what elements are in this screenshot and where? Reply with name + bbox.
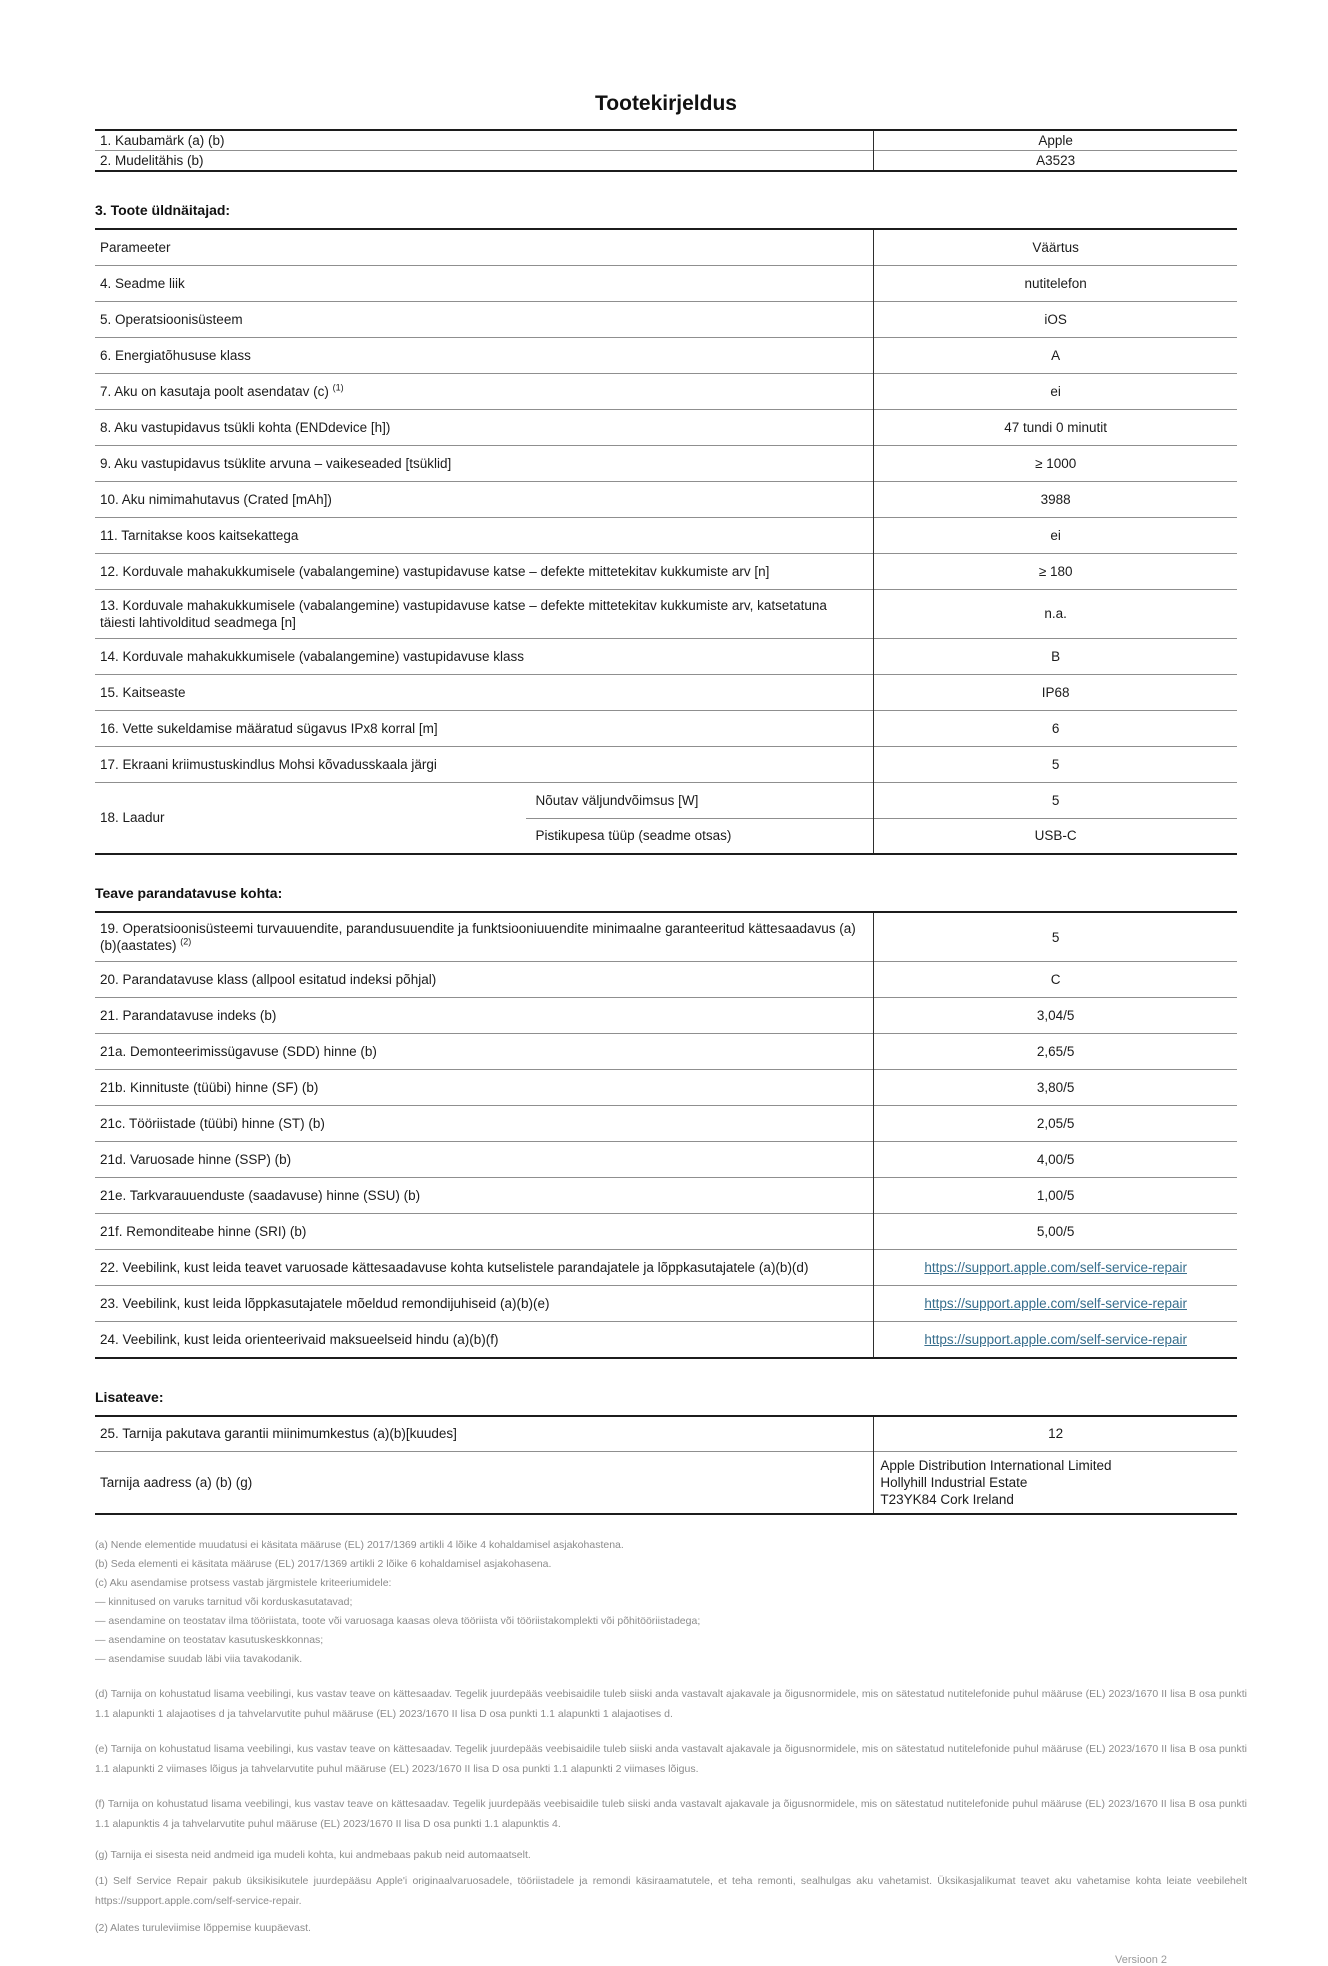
table-row xyxy=(95,151,1237,172)
row-value: B xyxy=(874,638,1237,674)
table-row-charger xyxy=(95,782,1237,818)
table-row xyxy=(95,962,1237,998)
section-heading-repairability: Teave parandatavuse kohta: xyxy=(95,885,283,901)
support-link[interactable]: https://support.apple.com/self-service-repair xyxy=(924,1331,1187,1347)
footnote: (b) Seda elementi ei käsitata määruse (EL) 2017/1369 artikli 2 lõike 6 kohaldamisel asjakohasena. xyxy=(95,1558,552,1570)
support-link[interactable]: https://support.apple.com/self-service-repair xyxy=(924,1260,1187,1275)
row-label: 21a. Demonteerimissügavuse (SDD) hinne (b) xyxy=(95,1034,874,1070)
address-line: Apple Distribution International Limited xyxy=(880,1458,1112,1473)
additional-table xyxy=(95,1415,1237,1516)
table-row-link xyxy=(95,1286,1237,1322)
row-value: A xyxy=(874,337,1237,373)
section-heading-general: 3. Toote üldnäitajad: xyxy=(95,202,231,218)
column-header-parameter: Parameeter xyxy=(100,239,171,255)
row-label: 21c. Tööriistade (tüübi) hinne (ST) (b) xyxy=(95,1106,874,1142)
footnote-criterion: — asendamine on teostatav kasutuskeskkonnas; xyxy=(95,1634,324,1646)
charger-sub-label: Pistikupesa tüüp (seadme otsas) xyxy=(526,818,874,854)
product-sheet xyxy=(95,92,1247,1966)
row-label: 21f. Remonditeabe hinne (SRI) (b) xyxy=(95,1214,874,1250)
footnote: (f) Tarnija on kohustatud lisama veebilingi, kus vastav teave on kättesaadav. Tegelik juurdepääs veebisaidile tuleb siiski anda vastavalt ajakavale ja õigusnormidele, mis on sätestatud nutitelefonide puhul määruse (EL) 2023/1670 II lisa B osa punkti 1.1 alapunktis 4 ja tahvelarvutite puhul määruse (EL) 2023/1670 II lisa D osa punkti 1.1 alapunktis 4. xyxy=(95,1798,1247,1830)
row-label: 8. Aku vastupidavus tsükli kohta (ENDdevice [h]) xyxy=(95,409,874,445)
table-row xyxy=(95,1178,1237,1214)
row-label: 10. Aku nimimahutavus (Crated [mAh]) xyxy=(95,481,874,517)
row-value: ≥ 1000 xyxy=(874,445,1237,481)
support-link[interactable]: https://support.apple.com/self-service-repair xyxy=(924,1296,1187,1311)
row-value: 4,00/5 xyxy=(874,1142,1237,1178)
row-label: 16. Vette sukeldamise määratud sügavus IPx8 korral [m] xyxy=(95,710,874,746)
row-value: ≥ 180 xyxy=(874,553,1237,589)
column-header-value: Väärtus xyxy=(874,229,1237,265)
row-value: IP68 xyxy=(874,674,1237,710)
row-value: Apple xyxy=(874,130,1237,151)
row-label-text: 7. Aku on kasutaja poolt asendatav (c) xyxy=(100,383,329,399)
row-value: USB-C xyxy=(874,818,1237,854)
table-row xyxy=(95,445,1237,481)
row-value: 3,80/5 xyxy=(874,1070,1237,1106)
footnote-criterion: — asendamise suudab läbi viia tavakodanik. xyxy=(95,1653,303,1665)
row-label: 21b. Kinnituste (tüübi) hinne (SF) (b) xyxy=(95,1070,874,1106)
row-value: 5 xyxy=(874,782,1237,818)
row-value: 2,05/5 xyxy=(874,1106,1237,1142)
table-row xyxy=(95,1214,1237,1250)
footnote-self-service-repair: (1) Self Service Repair pakub üksikisikutele juurdepääsu Apple'i originaalvaruosadele, tööriistadele ja remondi käsiraamatutele, et teha remonti, sealhulgas aku vahetamist. Üksikasjalikumat teavet aku vahetamise kohta leiate veebilehelt https://support.apple.com/self-service-repair. xyxy=(95,1875,1247,1907)
table-row-address xyxy=(95,1452,1237,1515)
page-title: Tootekirjeldus xyxy=(595,92,737,115)
row-label: 2. Mudelitähis (b) xyxy=(95,151,874,172)
footnote-criterion: — asendamine on teostatav ilma tööriistata, toote või varuosaga kaasas oleva tööriista või tööriistakomplekti või põhitööriistadega; xyxy=(95,1615,701,1627)
row-label: 18. Laadur xyxy=(95,782,526,854)
table-row xyxy=(95,1070,1237,1106)
row-value: iOS xyxy=(874,301,1237,337)
table-row xyxy=(95,1416,1237,1452)
table-row xyxy=(95,912,1237,962)
row-label xyxy=(95,373,874,409)
table-row xyxy=(95,481,1237,517)
row-value: A3523 xyxy=(874,151,1237,172)
row-label: 23. Veebilink, kust leida lõppkasutajatele mõeldud remondijuhiseid (a)(b)(e) xyxy=(95,1286,874,1322)
section-heading-additional: Lisateave: xyxy=(95,1388,164,1405)
row-label: 25. Tarnija pakutava garantii miinimumkestus (a)(b)[kuudes] xyxy=(100,1426,457,1442)
row-value: 47 tundi 0 minutit xyxy=(874,409,1237,445)
charger-sub-label: Nõutav väljundvõimsus [W] xyxy=(526,782,874,818)
table-row xyxy=(95,998,1237,1034)
table-row xyxy=(95,517,1237,553)
row-value: 5 xyxy=(874,746,1237,782)
repairability-table xyxy=(95,911,1237,1359)
row-value: 2,65/5 xyxy=(874,1034,1237,1070)
table-row xyxy=(95,130,1237,151)
table-row xyxy=(95,553,1237,589)
footnote: (e) Tarnija on kohustatud lisama veebilingi, kus vastav teave on kättesaadav. Tegelik juurdepääs veebisaidile tuleb siiski anda vastavalt ajakavale ja õigusnormidele, mis on sätestatud nutitelefonide puhul määruse (EL) 2023/1670 II lisa B osa punkti 1.1 alapunkti 2 viimases lõigus ja tahvelarvutite puhul määruse (EL) 2023/1670 II lisa D osa punkti 1.1 alapunkti 2 viimases lõigus. xyxy=(95,1743,1247,1775)
row-label: 21d. Varuosade hinne (SSP) (b) xyxy=(95,1142,874,1178)
row-label: 5. Operatsioonisüsteem xyxy=(95,301,874,337)
general-table xyxy=(95,228,1237,855)
row-label: 20. Parandatavuse klass (allpool esitatud indeksi põhjal) xyxy=(95,962,874,998)
row-value: n.a. xyxy=(874,589,1237,638)
row-label: 1. Kaubamärk (a) (b) xyxy=(100,133,225,148)
footnote: (a) Nende elementide muudatusi ei käsitata määruse (EL) 2017/1369 artikli 4 lõike 4 kohaldamisel asjakohastena. xyxy=(95,1539,624,1551)
row-value xyxy=(874,1250,1237,1286)
footnote: (g) Tarnija ei sisesta neid andmeid iga mudeli kohta, kui andmebaas pakub neid automaatselt. xyxy=(95,1849,531,1861)
row-value: 12 xyxy=(874,1416,1237,1452)
footnote: (2) Alates turuleviimise lõppemise kuupäevast. xyxy=(95,1922,311,1934)
row-value: 5,00/5 xyxy=(874,1214,1237,1250)
table-row xyxy=(95,710,1237,746)
table-row-link xyxy=(95,1322,1237,1358)
row-value: 1,00/5 xyxy=(874,1178,1237,1214)
row-label: 4. Seadme liik xyxy=(95,265,874,301)
table-header-row xyxy=(95,229,1237,265)
table-row xyxy=(95,1106,1237,1142)
footnote: (c) Aku asendamise protsess vastab järgmistele kriteeriumidele: xyxy=(95,1577,392,1589)
row-value: nutitelefon xyxy=(874,265,1237,301)
row-value: 3988 xyxy=(874,481,1237,517)
row-label: 24. Veebilink, kust leida orienteerivaid maksueelseid hindu (a)(b)(f) xyxy=(95,1322,874,1358)
row-label: 22. Veebilink, kust leida teavet varuosade kättesaadavuse kohta kutselistele parandajatele ja lõppkasutajatele (a)(b)(d) xyxy=(95,1250,874,1286)
table-row xyxy=(95,1034,1237,1070)
row-label: 6. Energiatõhususe klass xyxy=(95,337,874,373)
address-line: Hollyhill Industrial Estate xyxy=(880,1475,1028,1490)
footnotes-section xyxy=(95,1536,1247,1938)
row-label: 17. Ekraani kriimustuskindlus Mohsi kõvadusskaala järgi xyxy=(95,746,874,782)
footnote-ref-1: (1) xyxy=(332,382,344,392)
row-label-text: 19. Operatsioonisüsteemi turvauuendite, parandusuuendite ja funktsiooniuuendite minimaalne garanteeritud kättesaadavus (a)(b)(aastates) xyxy=(100,921,856,953)
row-label: 21e. Tarkvarauuenduste (saadavuse) hinne (SSU) (b) xyxy=(95,1178,874,1214)
row-value xyxy=(874,1322,1237,1358)
row-value: 6 xyxy=(874,710,1237,746)
row-label: Tarnija aadress (a) (b) (g) xyxy=(95,1452,874,1515)
row-label: 12. Korduvale mahakukkumisele (vabalangemine) vastupidavuse katse – defekte mittetekitav kukkumiste arv [n] xyxy=(95,553,874,589)
row-label: 21. Parandatavuse indeks (b) xyxy=(95,998,874,1034)
row-label: 15. Kaitseaste xyxy=(95,674,874,710)
identification-table xyxy=(95,129,1237,172)
row-label: 9. Aku vastupidavus tsüklite arvuna – vaikeseaded [tsüklid] xyxy=(95,445,874,481)
table-row xyxy=(95,638,1237,674)
table-row xyxy=(95,746,1237,782)
address-line: T23YK84 Cork Ireland xyxy=(880,1492,1014,1507)
footnote-criterion: — kinnitused on varuks tarnitud või korduskasutatavad; xyxy=(95,1596,353,1608)
row-label: 14. Korduvale mahakukkumisele (vabalangemine) vastupidavuse klass xyxy=(95,638,874,674)
row-label xyxy=(95,912,874,962)
supplier-address xyxy=(874,1452,1237,1515)
table-row xyxy=(95,674,1237,710)
row-value xyxy=(874,1286,1237,1322)
row-label: 13. Korduvale mahakukkumisele (vabalangemine) vastupidavuse katse – defekte mittetekitav kukkumiste arv, katsetatuna täiesti lahtivolditud seadmega [n] xyxy=(95,589,874,638)
table-row xyxy=(95,301,1237,337)
row-value: ei xyxy=(874,373,1237,409)
footnote: (d) Tarnija on kohustatud lisama veebilingi, kus vastav teave on kättesaadav. Tegelik juurdepääs veebisaidile tuleb siiski anda vastavalt ajakavale ja õigusnormidele, mis on sätestatud nutitelefonide puhul määruse (EL) 2023/1670 II lisa B osa punkti 1.1 alapunkti 1 alajaotises d ja tahvelarvutite puhul määruse (EL) 2023/1670 II lisa D osa punkti 1.1 alapunkti 1 alajaotises d. xyxy=(95,1688,1247,1720)
table-row xyxy=(95,589,1237,638)
table-row xyxy=(95,409,1237,445)
row-value: C xyxy=(874,962,1237,998)
footnote-ref-2: (2) xyxy=(180,936,192,947)
table-row-link xyxy=(95,1250,1237,1286)
row-value: 5 xyxy=(874,912,1237,962)
table-row xyxy=(95,373,1237,409)
table-row xyxy=(95,1142,1237,1178)
table-row xyxy=(95,337,1237,373)
version-label: Versioon 2 xyxy=(1115,1954,1167,1966)
row-label: 11. Tarnitakse koos kaitsekattega xyxy=(95,517,874,553)
table-row xyxy=(95,265,1237,301)
row-value: 3,04/5 xyxy=(874,998,1237,1034)
row-value: ei xyxy=(874,517,1237,553)
